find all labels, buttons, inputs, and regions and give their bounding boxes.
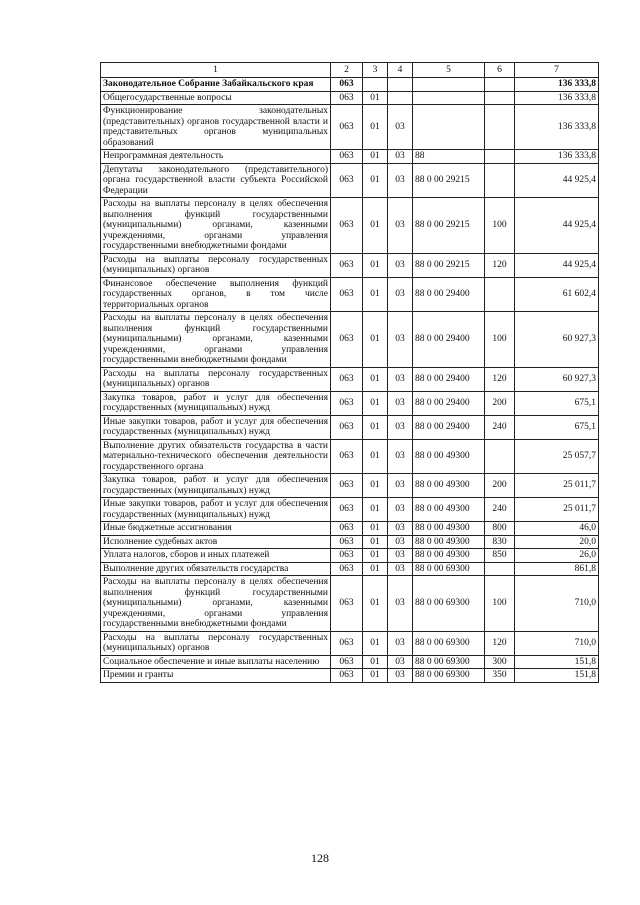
table-row	[101, 576, 599, 632]
table-row	[101, 312, 599, 368]
row-sum-cell: 136 333,8	[515, 105, 599, 150]
row-csr-cell: 88 0 00 29400	[413, 277, 485, 312]
row-pr-cell: 03	[388, 391, 413, 415]
table-row	[101, 474, 599, 498]
row-name-cell: Общегосударственные вопросы	[101, 91, 331, 105]
table-row	[101, 150, 599, 164]
row-ved-cell: 063	[331, 498, 363, 522]
row-name-cell: Расходы на выплаты персоналу государственных (муниципальных) органов	[101, 253, 331, 277]
row-rz-cell: 01	[363, 277, 388, 312]
row-csr-cell: 88	[413, 150, 485, 164]
row-rz-cell: 01	[363, 576, 388, 632]
table-row	[101, 631, 599, 655]
row-rz-cell: 01	[363, 669, 388, 683]
row-ved-cell: 063	[331, 277, 363, 312]
table-row	[101, 522, 599, 536]
row-csr-cell: 88 0 00 29400	[413, 312, 485, 368]
table-row	[101, 391, 599, 415]
row-sum-cell: 60 927,3	[515, 312, 599, 368]
row-ved-cell: 063	[331, 91, 363, 105]
row-sum-cell: 25 011,7	[515, 474, 599, 498]
row-vr-cell: 200	[485, 474, 515, 498]
row-sum-cell: 675,1	[515, 415, 599, 439]
row-pr-cell: 03	[388, 474, 413, 498]
row-rz-cell: 01	[363, 253, 388, 277]
row-sum-cell: 61 602,4	[515, 277, 599, 312]
row-vr-cell: 100	[485, 312, 515, 368]
row-vr-cell	[485, 91, 515, 105]
row-name-cell: Закупка товаров, работ и услуг для обеспечения государственных (муниципальных) нужд	[101, 391, 331, 415]
row-ved-cell: 063	[331, 198, 363, 254]
row-sum-cell: 151,8	[515, 655, 599, 669]
row-ved-cell: 063	[331, 105, 363, 150]
row-name-cell: Расходы на выплаты персоналу в целях обеспечения выполнения функций государственными (муниципальными) органами, казенными учреждениями, органами управления государственными внебюджетными фондами	[101, 198, 331, 254]
row-csr-cell: 88 0 00 49300	[413, 498, 485, 522]
row-vr-cell	[485, 277, 515, 312]
table-row	[101, 91, 599, 105]
row-sum-cell: 136 333,8	[515, 78, 599, 92]
row-rz-cell: 01	[363, 474, 388, 498]
header-col-2: 2	[331, 63, 363, 78]
table-row	[101, 277, 599, 312]
row-vr-cell: 240	[485, 415, 515, 439]
row-name-cell: Финансовое обеспечение выполнения функций государственных органов, в том числе территориальных органов	[101, 277, 331, 312]
row-name-cell: Иные закупки товаров, работ и услуг для обеспечения государственных (муниципальных) нужд	[101, 415, 331, 439]
table-row	[101, 253, 599, 277]
row-pr-cell: 03	[388, 631, 413, 655]
row-pr-cell: 03	[388, 535, 413, 549]
row-ved-cell: 063	[331, 474, 363, 498]
row-sum-cell: 25 011,7	[515, 498, 599, 522]
row-vr-cell: 240	[485, 498, 515, 522]
row-ved-cell: 063	[331, 367, 363, 391]
row-sum-cell: 44 925,4	[515, 163, 599, 198]
row-name-cell: Непрограммная деятельность	[101, 150, 331, 164]
row-sum-cell: 26,0	[515, 549, 599, 563]
row-pr-cell: 03	[388, 549, 413, 563]
row-vr-cell: 300	[485, 655, 515, 669]
row-ved-cell: 063	[331, 150, 363, 164]
table-row	[101, 439, 599, 474]
row-csr-cell: 88 0 00 49300	[413, 474, 485, 498]
row-pr-cell: 03	[388, 105, 413, 150]
row-sum-cell: 25 057,7	[515, 439, 599, 474]
row-pr-cell: 03	[388, 498, 413, 522]
row-name-cell: Социальное обеспечение и иные выплаты населению	[101, 655, 331, 669]
row-csr-cell: 88 0 00 49300	[413, 549, 485, 563]
row-sum-cell: 151,8	[515, 669, 599, 683]
row-rz-cell: 01	[363, 522, 388, 536]
row-name-cell: Законодательное Собрание Забайкальского края	[101, 78, 331, 92]
row-rz-cell: 01	[363, 439, 388, 474]
table-row	[101, 669, 599, 683]
row-name-cell: Депутаты законодательного (представительного) органа государственной власти субъекта Российской Федерации	[101, 163, 331, 198]
table-row	[101, 198, 599, 254]
row-ved-cell: 063	[331, 163, 363, 198]
row-pr-cell: 03	[388, 150, 413, 164]
row-ved-cell: 063	[331, 562, 363, 576]
row-csr-cell: 88 0 00 69300	[413, 631, 485, 655]
row-pr-cell: 03	[388, 312, 413, 368]
row-vr-cell: 120	[485, 367, 515, 391]
row-csr-cell: 88 0 00 29215	[413, 198, 485, 254]
row-pr-cell: 03	[388, 576, 413, 632]
row-csr-cell: 88 0 00 29215	[413, 253, 485, 277]
table-row	[101, 367, 599, 391]
header-col-5: 5	[413, 63, 485, 78]
row-rz-cell	[363, 78, 388, 92]
row-sum-cell: 44 925,4	[515, 253, 599, 277]
row-csr-cell: 88 0 00 29400	[413, 367, 485, 391]
row-pr-cell: 03	[388, 277, 413, 312]
row-sum-cell: 861,8	[515, 562, 599, 576]
row-csr-cell: 88 0 00 49300	[413, 522, 485, 536]
row-name-cell: Выполнение других обязательств государства	[101, 562, 331, 576]
row-ved-cell: 063	[331, 78, 363, 92]
table-row	[101, 105, 599, 150]
row-ved-cell: 063	[331, 576, 363, 632]
row-name-cell: Функционирование законодательных (представительных) органов государственной власти и представительных органов муниципальных образований	[101, 105, 331, 150]
row-rz-cell: 01	[363, 163, 388, 198]
row-name-cell: Уплата налогов, сборов и иных платежей	[101, 549, 331, 563]
row-sum-cell: 20,0	[515, 535, 599, 549]
row-sum-cell: 136 333,8	[515, 150, 599, 164]
row-vr-cell	[485, 78, 515, 92]
row-csr-cell: 88 0 00 69300	[413, 669, 485, 683]
row-vr-cell	[485, 105, 515, 150]
row-ved-cell: 063	[331, 522, 363, 536]
row-csr-cell: 88 0 00 29400	[413, 391, 485, 415]
row-rz-cell: 01	[363, 655, 388, 669]
row-csr-cell: 88 0 00 29400	[413, 415, 485, 439]
row-name-cell: Иные бюджетные ассигнования	[101, 522, 331, 536]
row-vr-cell: 800	[485, 522, 515, 536]
table-row	[101, 498, 599, 522]
row-pr-cell: 03	[388, 415, 413, 439]
header-col-7: 7	[515, 63, 599, 78]
row-rz-cell: 01	[363, 367, 388, 391]
row-rz-cell: 01	[363, 198, 388, 254]
row-pr-cell: 03	[388, 669, 413, 683]
table-row	[101, 415, 599, 439]
row-name-cell: Иные закупки товаров, работ и услуг для обеспечения государственных (муниципальных) нужд	[101, 498, 331, 522]
row-vr-cell: 100	[485, 576, 515, 632]
row-name-cell: Исполнение судебных актов	[101, 535, 331, 549]
table-row	[101, 549, 599, 563]
row-rz-cell: 01	[363, 631, 388, 655]
table-row	[101, 78, 599, 92]
row-vr-cell: 830	[485, 535, 515, 549]
header-col-3: 3	[363, 63, 388, 78]
row-csr-cell: 88 0 00 29215	[413, 163, 485, 198]
row-ved-cell: 063	[331, 669, 363, 683]
row-rz-cell: 01	[363, 150, 388, 164]
row-csr-cell	[413, 91, 485, 105]
row-vr-cell: 850	[485, 549, 515, 563]
row-sum-cell: 46,0	[515, 522, 599, 536]
table-row	[101, 535, 599, 549]
row-vr-cell: 120	[485, 631, 515, 655]
row-ved-cell: 063	[331, 415, 363, 439]
header-col-1: 1	[101, 63, 331, 78]
row-sum-cell: 60 927,3	[515, 367, 599, 391]
row-pr-cell: 03	[388, 655, 413, 669]
header-col-6: 6	[485, 63, 515, 78]
row-name-cell: Расходы на выплаты персоналу в целях обеспечения выполнения функций государственными (муниципальными) органами, казенными учреждениями, органами управления государственными внебюджетными фондами	[101, 312, 331, 368]
row-vr-cell: 200	[485, 391, 515, 415]
row-rz-cell: 01	[363, 535, 388, 549]
row-vr-cell	[485, 439, 515, 474]
row-csr-cell: 88 0 00 49300	[413, 535, 485, 549]
row-name-cell: Премии и гранты	[101, 669, 331, 683]
row-rz-cell: 01	[363, 415, 388, 439]
row-pr-cell: 03	[388, 367, 413, 391]
row-ved-cell: 063	[331, 549, 363, 563]
row-ved-cell: 063	[331, 391, 363, 415]
row-name-cell: Закупка товаров, работ и услуг для обеспечения государственных (муниципальных) нужд	[101, 474, 331, 498]
row-vr-cell	[485, 163, 515, 198]
page-number: 128	[311, 851, 329, 865]
row-csr-cell: 88 0 00 49300	[413, 439, 485, 474]
row-rz-cell: 01	[363, 391, 388, 415]
row-vr-cell	[485, 562, 515, 576]
row-sum-cell: 44 925,4	[515, 198, 599, 254]
table-header-row	[101, 63, 599, 78]
row-vr-cell: 350	[485, 669, 515, 683]
row-ved-cell: 063	[331, 253, 363, 277]
table-row	[101, 163, 599, 198]
budget-table	[100, 62, 599, 683]
row-name-cell: Выполнение других обязательств государства в части материально-технического обеспечения деятельности государственного органа	[101, 439, 331, 474]
row-name-cell: Расходы на выплаты персоналу государственных (муниципальных) органов	[101, 631, 331, 655]
row-csr-cell	[413, 78, 485, 92]
row-pr-cell: 03	[388, 522, 413, 536]
table-row	[101, 655, 599, 669]
row-csr-cell: 88 0 00 69300	[413, 562, 485, 576]
row-vr-cell: 100	[485, 198, 515, 254]
table-row	[101, 562, 599, 576]
row-rz-cell: 01	[363, 105, 388, 150]
row-sum-cell: 710,0	[515, 631, 599, 655]
row-pr-cell	[388, 78, 413, 92]
row-ved-cell: 063	[331, 655, 363, 669]
row-ved-cell: 063	[331, 439, 363, 474]
row-rz-cell: 01	[363, 91, 388, 105]
row-sum-cell: 710,0	[515, 576, 599, 632]
row-pr-cell: 03	[388, 253, 413, 277]
row-rz-cell: 01	[363, 549, 388, 563]
header-col-4: 4	[388, 63, 413, 78]
row-rz-cell: 01	[363, 562, 388, 576]
row-pr-cell: 03	[388, 198, 413, 254]
row-pr-cell	[388, 91, 413, 105]
row-csr-cell: 88 0 00 69300	[413, 576, 485, 632]
row-csr-cell: 88 0 00 69300	[413, 655, 485, 669]
row-rz-cell: 01	[363, 498, 388, 522]
table-body	[101, 78, 599, 683]
row-ved-cell: 063	[331, 631, 363, 655]
row-vr-cell	[485, 150, 515, 164]
row-vr-cell: 120	[485, 253, 515, 277]
row-sum-cell: 675,1	[515, 391, 599, 415]
row-rz-cell: 01	[363, 312, 388, 368]
row-pr-cell: 03	[388, 163, 413, 198]
row-ved-cell: 063	[331, 312, 363, 368]
row-ved-cell: 063	[331, 535, 363, 549]
row-pr-cell: 03	[388, 562, 413, 576]
row-csr-cell	[413, 105, 485, 150]
row-pr-cell: 03	[388, 439, 413, 474]
row-sum-cell: 136 333,8	[515, 91, 599, 105]
row-name-cell: Расходы на выплаты персоналу в целях обеспечения выполнения функций государственными (муниципальными) органами, казенными учреждениями, органами управления государственными внебюджетными фондами	[101, 576, 331, 632]
row-name-cell: Расходы на выплаты персоналу государственных (муниципальных) органов	[101, 367, 331, 391]
